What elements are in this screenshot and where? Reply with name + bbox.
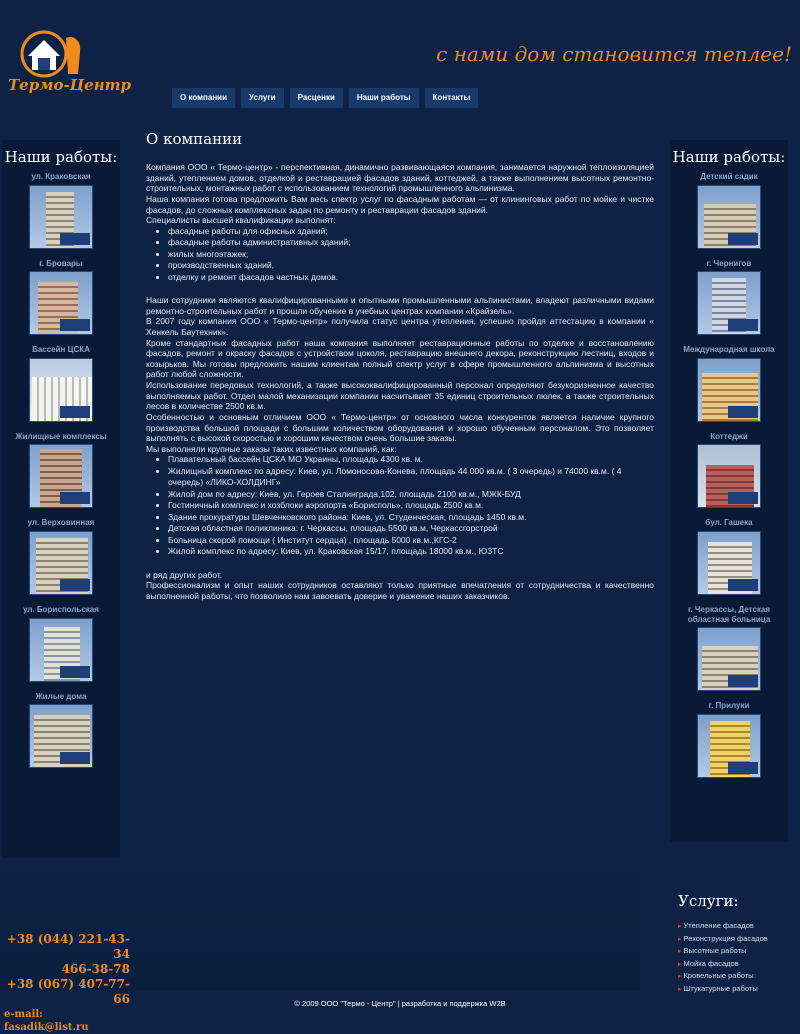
work-label[interactable]: Бассейн ЦСКА — [32, 345, 90, 355]
list-item: • жилых многоэтажек; — [168, 249, 654, 260]
work-label[interactable]: Жилищные комплексы — [15, 431, 107, 441]
paragraph: Мы выполняли крупные заказы таких известных компаний, как: — [146, 443, 397, 454]
works-list-right — [670, 172, 788, 788]
work-label[interactable]: г. Прилуки — [708, 701, 750, 711]
specialists-list — [168, 226, 654, 283]
work-thumbnail[interactable] — [697, 271, 761, 335]
list-item: • Гостиничный комплекс и хозблоки аэропорта «Борисполь», площадь 2500 кв.м. — [168, 500, 654, 511]
paragraph: и ряд других работ. — [146, 569, 223, 580]
service-link[interactable]: ▸ Штукатурные работы — [678, 983, 798, 996]
work-item-residential-houses[interactable] — [5, 692, 117, 769]
services-title: Услуги: — [678, 892, 739, 910]
service-link[interactable]: ▸ Мойка фасадов — [678, 958, 798, 971]
work-thumbnail[interactable] — [29, 358, 93, 422]
work-item-brovary[interactable] — [5, 259, 117, 336]
work-label[interactable]: Детский садик — [700, 172, 758, 181]
paragraph: Наши сотрудники являются квалифицированными и опытными промышленными альпинистами, владеют различными видами ремонтно-строительных работ и прошли обучение в учебных центрах компании «Крайзель». — [146, 295, 654, 316]
paragraph: Профессионализм и опыт наших сотрудников оставляют только приятные впечатления от сотрудничества и качественно выполненной работы, что позволило нам завоевать доверие и уважение наших заказчиков. — [146, 580, 654, 601]
work-item-priluki[interactable] — [673, 701, 785, 778]
paragraph: Особенностью и основным отличием ООО « Термо-центр» от основного числа конкурентов является наличие крупного производства большой площади с большим количеством оборудования и хорошо обученным персоналом. Это позволяет выполнять с высокой скоростью и хорошим качеством очень большие заказы. — [146, 411, 654, 444]
work-item-residential-complexes[interactable] — [5, 432, 117, 509]
sidebar-left — [2, 140, 120, 858]
list-item: • Плавательный бассейн ЦСКА МО Украины, площадь 4300 кв. м. — [168, 454, 654, 465]
list-item: • фасадные работы административных зданий; — [168, 237, 654, 248]
work-item-verkhovinnaya[interactable] — [5, 518, 117, 595]
nav-item-works[interactable]: Наши работы — [349, 88, 419, 108]
paragraph: В 2007 году компания ООО « Термо-центр» получила статус центра утепления, успешно пройдя аттестацию в компании « Хенкель Баутехник». — [146, 316, 654, 337]
slogan: с нами дом становится теплее! — [436, 42, 792, 66]
list-item: • Жилой комплекс по адресу: Киев, ул. Краковская 15/17, площадь 18000 кв.м., ЮЗТС — [168, 546, 654, 557]
list-item: • Здание прокуратуры Шевченковского района: Киев, ул. Студенческая, площадь 1450 кв.м. — [168, 512, 654, 523]
work-thumbnail[interactable] — [29, 444, 93, 508]
work-thumbnail[interactable] — [29, 271, 93, 335]
work-label[interactable]: ул. Верховинная — [27, 518, 95, 528]
work-item-borispolskaya[interactable] — [5, 605, 117, 682]
paragraph: Использование передовых технологий, а также высококвалифицированный персонал определяют безукоризненное качество выполняемых работ. Отдел малой механизации компании насчитывает 35 единиц строительных люлек, а также строительных лесов в количестве 2500 кв.м. — [146, 380, 654, 412]
work-label[interactable]: Жилые дома — [35, 691, 87, 701]
sidebar-left-title: Наши работы: — [4, 148, 118, 166]
logo-text: Термо-Центр — [8, 76, 132, 94]
paragraph: Специалисты высшей квалификации выполнят: — [146, 215, 336, 226]
work-item-cherkassy-hospital[interactable] — [673, 605, 785, 691]
work-thumbnail[interactable] — [29, 704, 93, 768]
services-list — [670, 920, 798, 995]
top-navigation — [172, 88, 478, 108]
works-list-left — [2, 172, 120, 778]
work-label[interactable]: г. Чернигов — [706, 258, 752, 268]
nav-item-about[interactable]: О компании — [172, 88, 235, 108]
work-item-chernigov[interactable] — [673, 259, 785, 336]
work-label[interactable]: г. Бровары — [39, 258, 83, 268]
paragraph: Кроме стандартных фасадных работ наша компания выполняет реставрационные работы по отделке и восстановлению фасадов, ремонт и окраску фасадов с устройством цоколя, реставрацию внешнего декора, реконструкцию лестниц, входов и козырьков. Мы готовы предложить нашим клиентам полный спектр услуг в сфере промышленного альпинизма и высотных работ любой сложности. — [146, 337, 654, 380]
phone-number: +38 (067) 407-77-66 — [6, 977, 130, 1006]
work-thumbnail[interactable] — [697, 358, 761, 422]
clients-list — [168, 454, 654, 557]
list-item: • производственных зданий, — [168, 260, 654, 271]
work-thumbnail[interactable] — [29, 618, 93, 682]
copyright: © 2009 ООО "Термо - Центр" | разработка и поддержка W2B — [294, 999, 506, 1008]
work-thumbnail[interactable] — [29, 531, 93, 595]
paragraph: Компания ООО « Термо-центр» - перспективная, динамично развивающаяся компания, занимается наружной теплоизоляцией зданий, утеплением домов, отделкой и реставрацией фасадов зданий, коттеджей, а также выполнением высотных ремонтно-строительных, монтажных работ с использованием технологий промышленного альпинизма. — [146, 162, 654, 194]
list-item: • Жилищный комплекс по адресу: Киев, ул. Ломоносова-Конева, площадь 44 000 кв.м. ( 3 очередь) и 74000 кв.м. ( 4 очередь) «ЛИКО-ХОЛДИНГ» — [168, 466, 654, 489]
phone-number: 466-38-78 — [61, 962, 130, 976]
sidebar-right — [670, 140, 788, 842]
nav-item-contacts[interactable]: Контакты — [425, 88, 479, 108]
service-link[interactable]: ▸ Кровельные работы — [678, 970, 798, 983]
work-thumbnail[interactable] — [697, 185, 761, 249]
page-title: О компании — [146, 130, 243, 148]
email-link[interactable]: e-mail: fasadik@list.ru — [4, 1009, 89, 1033]
work-label[interactable]: ул. Бориспольская — [23, 604, 99, 614]
work-label[interactable]: ул. Краковская — [31, 172, 91, 181]
list-item: • фасадные работы для офисных зданий; — [168, 226, 654, 237]
work-label[interactable]: г. Черкассы, Детская областная больница — [687, 604, 771, 624]
phone-number: +38 (044) 221-43-34 — [6, 932, 130, 961]
work-item-international-school[interactable] — [673, 345, 785, 422]
work-label[interactable]: Коттеджи — [710, 431, 748, 441]
main-content — [146, 130, 654, 602]
list-item: • отделку и ремонт фасадов частных домов. — [168, 272, 654, 283]
work-item-gasheka-blvd[interactable] — [673, 518, 785, 595]
work-label[interactable]: бул. Гашека — [705, 518, 753, 528]
paragraph: Наша компания готова предложить Вам весь спектр услуг по фасадным работам — от клининговых работ по мойке и чистке фасадов, до сложных комплексных задач по ремонту и реставрации фасадов зданий. — [146, 193, 654, 215]
service-link[interactable]: ▸ Реконструкция фасадов — [678, 933, 798, 946]
work-thumbnail[interactable] — [29, 185, 93, 249]
sidebar-right-title: Наши работы: — [672, 148, 786, 166]
service-link[interactable]: ▸ Утепление фасадов — [678, 920, 798, 933]
work-item-krakovskaya[interactable] — [5, 172, 117, 249]
list-item: • Больница скорой помощи ( Институт сердца) , площадь 5000 кв.м.,КГС-2 — [168, 535, 654, 546]
header — [0, 0, 800, 108]
work-item-kindergarten[interactable] — [673, 172, 785, 249]
work-thumbnail[interactable] — [697, 714, 761, 778]
work-thumbnail[interactable] — [697, 627, 761, 691]
work-item-cottages[interactable] — [673, 432, 785, 509]
list-item: • Жилой дом по адресу: Киев, ул. Героев Сталинграда,102, площадь 2100 кв.м., МЖК-БУД — [168, 489, 654, 500]
work-item-pool-cska[interactable] — [5, 345, 117, 422]
list-item: • Детская областная поликлиника: г. Черкассы, площадь 5500 кв.м, Черкассгорстрой — [168, 523, 654, 534]
services-block — [670, 892, 798, 995]
service-link[interactable]: ▸ Высотные работы — [678, 945, 798, 958]
nav-item-services[interactable]: Услуги — [241, 88, 284, 108]
nav-item-prices[interactable]: Расценки — [290, 88, 343, 108]
work-label[interactable]: Международная школа — [683, 345, 775, 355]
contacts-block — [4, 932, 130, 1034]
work-thumbnail[interactable] — [697, 531, 761, 595]
work-thumbnail[interactable] — [697, 444, 761, 508]
